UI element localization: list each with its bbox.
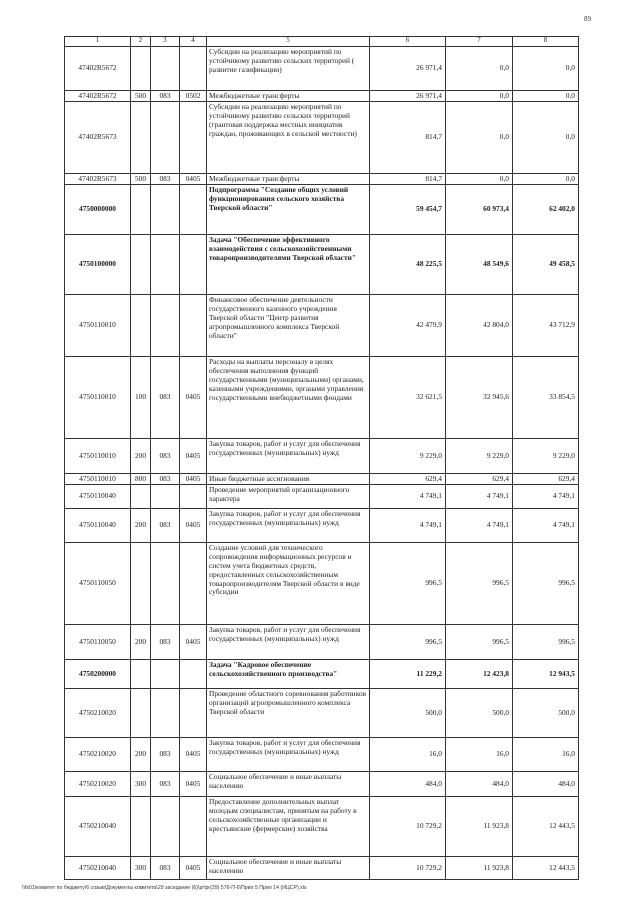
name-cell: Межбюджетные трансферты: [207, 174, 370, 185]
amount-year3-cell: 484,0: [513, 772, 579, 797]
amount-year2-cell: 996,5: [446, 543, 513, 625]
target-code-cell: 4750110010: [65, 295, 131, 357]
amount-year3-cell: 996,5: [513, 543, 579, 625]
target-code-cell: 4750210020: [65, 738, 131, 772]
department-cell: [151, 689, 180, 738]
table-row: [65, 357, 579, 439]
department-cell: [151, 102, 180, 174]
target-code-cell: 4750100000: [65, 235, 131, 295]
section-cell: [180, 185, 207, 235]
amount-year1-cell: 484,0: [370, 772, 446, 797]
expense-type-cell: 200: [131, 625, 151, 660]
amount-year1-cell: 4 749,1: [370, 485, 446, 509]
section-cell: 0405: [180, 174, 207, 185]
header-cell: 3: [151, 37, 180, 47]
section-cell: 0405: [180, 509, 207, 543]
amount-year3-cell: 0,0: [513, 47, 579, 91]
table-row: [65, 439, 579, 474]
table-row: [65, 185, 579, 235]
section-cell: 0405: [180, 625, 207, 660]
expense-type-cell: [131, 295, 151, 357]
amount-year2-cell: 9 229,0: [446, 439, 513, 474]
name-cell: Социальное обеспечение и иные выплаты населению: [207, 772, 370, 797]
amount-year1-cell: 814,7: [370, 174, 446, 185]
amount-year2-cell: 0,0: [446, 174, 513, 185]
amount-year1-cell: 32 621,5: [370, 357, 446, 439]
section-cell: 0405: [180, 439, 207, 474]
expense-type-cell: [131, 797, 151, 857]
department-cell: 083: [151, 772, 180, 797]
amount-year3-cell: 4 749,1: [513, 485, 579, 509]
department-cell: [151, 797, 180, 857]
target-code-cell: 4750110010: [65, 439, 131, 474]
amount-year1-cell: 59 454,7: [370, 185, 446, 235]
amount-year1-cell: 48 225,5: [370, 235, 446, 295]
amount-year1-cell: 500,0: [370, 689, 446, 738]
amount-year3-cell: 12 443,5: [513, 857, 579, 880]
target-code-cell: 4750110040: [65, 509, 131, 543]
amount-year1-cell: 814,7: [370, 102, 446, 174]
amount-year1-cell: 42 479,9: [370, 295, 446, 357]
department-cell: 083: [151, 174, 180, 185]
amount-year2-cell: 484,0: [446, 772, 513, 797]
expense-type-cell: [131, 102, 151, 174]
amount-year2-cell: 11 923,8: [446, 797, 513, 857]
name-cell: Финансовое обеспечение деятельности государственного казенного учреждения Тверской области "Центр развития агропромышленного комплекса Тверской области": [207, 295, 370, 357]
amount-year2-cell: 4 749,1: [446, 509, 513, 543]
name-cell: Создание условий для технического сопровождения информационных ресурсов и систем учета бюджетных средств, предоставленных сельскохозяйственным товаропроизводителям Тверской области в виде субсидии: [207, 543, 370, 625]
expense-type-cell: [131, 485, 151, 509]
header-cell: 7: [446, 37, 513, 47]
expense-type-cell: [131, 47, 151, 91]
section-cell: 0405: [180, 857, 207, 880]
target-code-cell: 47402R5673: [65, 102, 131, 174]
name-cell: Социальное обеспечение и иные выплаты населению: [207, 857, 370, 880]
target-code-cell: 47402R5673: [65, 174, 131, 185]
target-code-cell: 4750110050: [65, 625, 131, 660]
expense-type-cell: 200: [131, 509, 151, 543]
amount-year2-cell: 0,0: [446, 102, 513, 174]
expense-type-cell: 300: [131, 772, 151, 797]
target-code-cell: 4750210020: [65, 689, 131, 738]
amount-year1-cell: 26 971,4: [370, 91, 446, 102]
table-row: [65, 625, 579, 660]
amount-year3-cell: 49 458,5: [513, 235, 579, 295]
expense-type-cell: 200: [131, 738, 151, 772]
department-cell: [151, 185, 180, 235]
amount-year2-cell: 0,0: [446, 47, 513, 91]
amount-year1-cell: 26 971,4: [370, 47, 446, 91]
name-cell: Задача "Кадровое обеспечение сельскохозяйственного производства": [207, 660, 370, 689]
amount-year2-cell: 11 923,8: [446, 857, 513, 880]
amount-year3-cell: 9 229,0: [513, 439, 579, 474]
table-row: [65, 738, 579, 772]
department-cell: 083: [151, 91, 180, 102]
amount-year3-cell: 33 854,5: [513, 357, 579, 439]
name-cell: Подпрограмма "Создание общих условий функционирования сельского хозяйства Тверской области": [207, 185, 370, 235]
name-cell: Субсидии на реализацию мероприятий по устойчивому развитию сельских территорий ( развитие газификации): [207, 47, 370, 91]
target-code-cell: 4750110040: [65, 485, 131, 509]
amount-year3-cell: 62 402,0: [513, 185, 579, 235]
department-cell: [151, 235, 180, 295]
section-cell: [180, 485, 207, 509]
department-cell: 083: [151, 738, 180, 772]
amount-year1-cell: 996,5: [370, 543, 446, 625]
target-code-cell: 4750210040: [65, 857, 131, 880]
expense-type-cell: [131, 543, 151, 625]
amount-year2-cell: 996,5: [446, 625, 513, 660]
expense-type-cell: [131, 660, 151, 689]
expense-type-cell: [131, 689, 151, 738]
table-row: [65, 509, 579, 543]
page-number: 89: [584, 15, 591, 23]
section-cell: [180, 235, 207, 295]
amount-year2-cell: 60 973,4: [446, 185, 513, 235]
amount-year1-cell: 10 729,2: [370, 857, 446, 880]
section-cell: [180, 47, 207, 91]
target-code-cell: 4750210040: [65, 797, 131, 857]
amount-year3-cell: 996,5: [513, 625, 579, 660]
expense-type-cell: 100: [131, 357, 151, 439]
table-row: [65, 543, 579, 625]
name-cell: Расходы на выплаты персоналу в целях обеспечения выполнения функций государственными (муниципальными) органами, казенными учреждениями, органами управления государственными внебюджетными фондами: [207, 357, 370, 439]
section-cell: [180, 797, 207, 857]
expense-type-cell: 800: [131, 474, 151, 485]
section-cell: [180, 543, 207, 625]
amount-year3-cell: 0,0: [513, 91, 579, 102]
table-row: [65, 485, 579, 509]
expense-type-cell: 200: [131, 439, 151, 474]
name-cell: Проведение областного соревнования работников организаций агропромышленного комплекса Тверской области: [207, 689, 370, 738]
header-cell: 2: [131, 37, 151, 47]
amount-year1-cell: 4 749,1: [370, 509, 446, 543]
amount-year3-cell: 4 749,1: [513, 509, 579, 543]
table-row: [65, 689, 579, 738]
name-cell: Иные бюджетные ассигнования: [207, 474, 370, 485]
budget-table: [64, 36, 579, 880]
target-code-cell: 4750000000: [65, 185, 131, 235]
amount-year1-cell: 9 229,0: [370, 439, 446, 474]
amount-year1-cell: 11 229,2: [370, 660, 446, 689]
target-code-cell: 47402R5672: [65, 47, 131, 91]
table-row: [65, 102, 579, 174]
amount-year3-cell: 0,0: [513, 102, 579, 174]
section-cell: [180, 660, 207, 689]
target-code-cell: 4750110010: [65, 474, 131, 485]
name-cell: Закупка товаров, работ и услуг для обеспечения государственных (муниципальных) нужд: [207, 738, 370, 772]
file-path-footer: \\fs01\комитет по бюджету\6 созыв\Документы комитета\29 заседание (6)\pr\pr(29) 576-П-6\Прил 5 Прил 14 (ИЦСР).xls: [22, 885, 307, 891]
amount-year2-cell: 0,0: [446, 91, 513, 102]
amount-year3-cell: 500,0: [513, 689, 579, 738]
department-cell: 083: [151, 474, 180, 485]
amount-year2-cell: 32 945,6: [446, 357, 513, 439]
expense-type-cell: 500: [131, 174, 151, 185]
department-cell: [151, 543, 180, 625]
table-row: [65, 857, 579, 880]
department-cell: 083: [151, 357, 180, 439]
amount-year1-cell: 996,5: [370, 625, 446, 660]
amount-year3-cell: 0,0: [513, 174, 579, 185]
section-cell: 0405: [180, 772, 207, 797]
header-cell: 5: [207, 37, 370, 47]
amount-year2-cell: 42 804,0: [446, 295, 513, 357]
header-cell: 4: [180, 37, 207, 47]
amount-year2-cell: 629,4: [446, 474, 513, 485]
name-cell: Субсидии на реализацию мероприятий по устойчивому развитию сельских территорий (грантовая поддержка местных инициатив граждан, проживающих в сельской местности): [207, 102, 370, 174]
header-cell: 1: [65, 37, 131, 47]
table-row: [65, 47, 579, 91]
table-row: [65, 474, 579, 485]
target-code-cell: 4750210020: [65, 772, 131, 797]
amount-year3-cell: 12 943,5: [513, 660, 579, 689]
amount-year2-cell: 48 549,6: [446, 235, 513, 295]
section-cell: [180, 295, 207, 357]
section-cell: 0405: [180, 357, 207, 439]
amount-year2-cell: 16,0: [446, 738, 513, 772]
expense-type-cell: [131, 235, 151, 295]
target-code-cell: 47402R5672: [65, 91, 131, 102]
name-cell: Закупка товаров, работ и услуг для обеспечения государственных (муниципальных) нужд: [207, 625, 370, 660]
name-cell: Проведение мероприятий организационного характера: [207, 485, 370, 509]
amount-year3-cell: 629,4: [513, 474, 579, 485]
amount-year3-cell: 16,0: [513, 738, 579, 772]
amount-year1-cell: 10 729,2: [370, 797, 446, 857]
table-row: [65, 660, 579, 689]
section-cell: [180, 689, 207, 738]
target-code-cell: 4750200000: [65, 660, 131, 689]
expense-type-cell: 500: [131, 91, 151, 102]
table-row: [65, 295, 579, 357]
name-cell: Межбюджетные трансферты: [207, 91, 370, 102]
name-cell: Закупка товаров, работ и услуг для обеспечения государственных (муниципальных) нужд: [207, 509, 370, 543]
amount-year1-cell: 16,0: [370, 738, 446, 772]
department-cell: [151, 660, 180, 689]
name-cell: Предоставление дополнительных выплат молодым специалистам, принятым на работу в сельскохозяйственные организации и крестьянские (фермерские) хозяйства: [207, 797, 370, 857]
expense-type-cell: [131, 185, 151, 235]
name-cell: Задача "Обеспечение эффективного взаимодействия с сельскохозяйственными товаропроизводителями Тверской области": [207, 235, 370, 295]
department-cell: 083: [151, 625, 180, 660]
target-code-cell: 4750110050: [65, 543, 131, 625]
table-row: [65, 797, 579, 857]
section-cell: 0405: [180, 738, 207, 772]
table-row: [65, 91, 579, 102]
department-cell: 083: [151, 857, 180, 880]
name-cell: Закупка товаров, работ и услуг для обеспечения государственных (муниципальных) нужд: [207, 439, 370, 474]
department-cell: [151, 295, 180, 357]
amount-year2-cell: 500,0: [446, 689, 513, 738]
amount-year3-cell: 43 712,9: [513, 295, 579, 357]
amount-year3-cell: 12 443,5: [513, 797, 579, 857]
expense-type-cell: 300: [131, 857, 151, 880]
header-cell: 6: [370, 37, 446, 47]
table-row: [65, 174, 579, 185]
department-cell: 083: [151, 509, 180, 543]
table-row: [65, 772, 579, 797]
department-cell: [151, 485, 180, 509]
header-row: [65, 37, 579, 47]
section-cell: [180, 102, 207, 174]
table-row: [65, 235, 579, 295]
header-cell: 8: [513, 37, 579, 47]
amount-year2-cell: 12 423,8: [446, 660, 513, 689]
section-cell: 0502: [180, 91, 207, 102]
target-code-cell: 4750110010: [65, 357, 131, 439]
amount-year2-cell: 4 749,1: [446, 485, 513, 509]
department-cell: [151, 47, 180, 91]
department-cell: 083: [151, 439, 180, 474]
section-cell: 0405: [180, 474, 207, 485]
amount-year1-cell: 629,4: [370, 474, 446, 485]
